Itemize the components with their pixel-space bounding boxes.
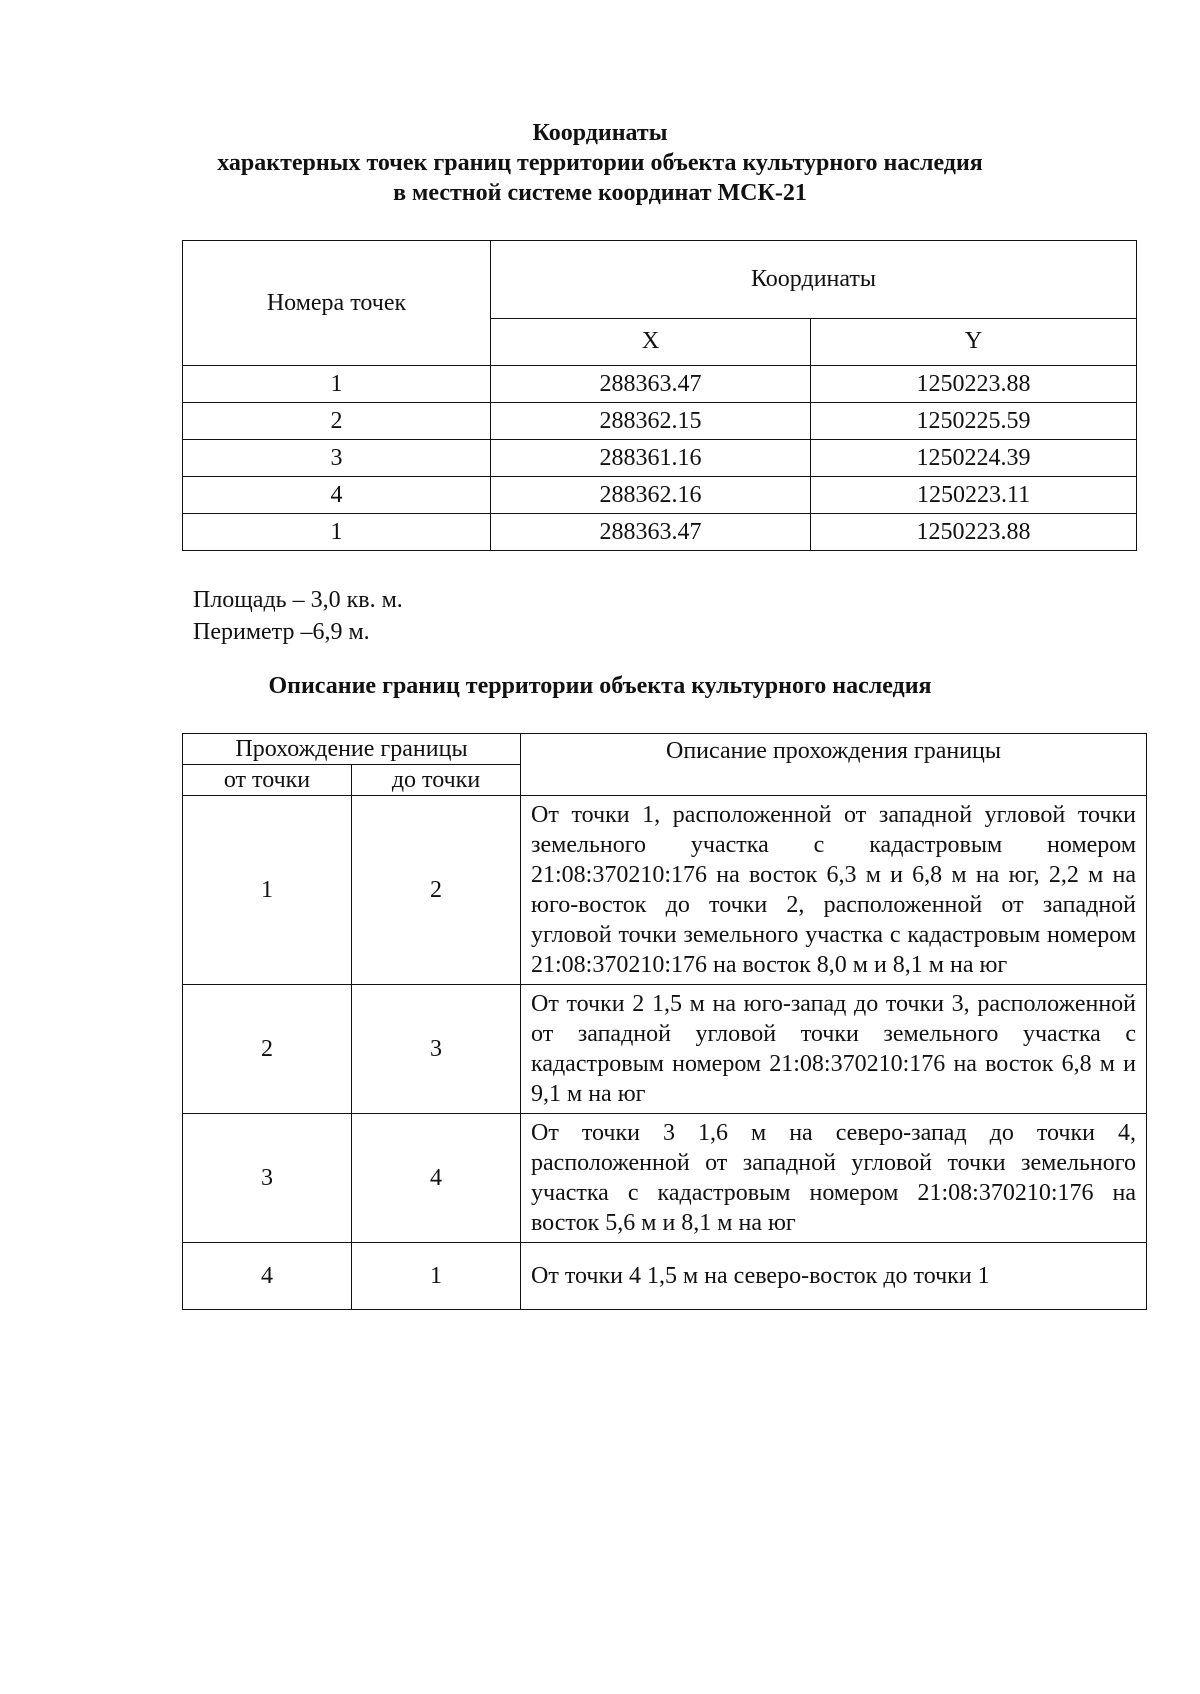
- boundary-description-table: [182, 733, 1147, 1310]
- to-point: 4: [352, 1114, 521, 1243]
- header-passage: Прохождение границы: [183, 734, 521, 765]
- table-row: [183, 514, 1137, 551]
- to-point: 3: [352, 985, 521, 1114]
- header-description: Описание прохождения границы: [521, 734, 1147, 796]
- header-to: до точки: [352, 765, 521, 796]
- point-number: 1: [183, 514, 491, 551]
- table-row: [183, 477, 1137, 514]
- from-point: 2: [183, 985, 352, 1114]
- boundary-description: От точки 1, расположенной от западной угловой точки земельного участка с кадастровым номером 21:08:370210:176 на восток 6,3 м и 6,8 м на юг, 2,2 м на юго-восток до точки 2, расположенной от западной угловой точки земельного участка с кадастровым номером 21:08:370210:176 на восток 8,0 м и 8,1 м на юг: [521, 796, 1147, 985]
- table-row: [183, 1243, 1147, 1310]
- point-number: 2: [183, 403, 491, 440]
- table-row: [183, 1114, 1147, 1243]
- point-number: 1: [183, 366, 491, 403]
- description-title: Описание границ территории объекта культурного наследия: [268, 673, 932, 699]
- header-from: от точки: [183, 765, 352, 796]
- area-text: Площадь – 3,0 кв. м.: [193, 587, 403, 613]
- header-coordinates: Координаты: [491, 241, 1137, 319]
- header-points: Номера точек: [183, 241, 491, 366]
- boundary-description: От точки 2 1,5 м на юго-запад до точки 3, расположенной от западной угловой точки земельного участка с кадастровым номером 21:08:370210:176 на восток 6,8 м и 9,1 м на юг: [521, 985, 1147, 1114]
- y-value: 1250223.88: [811, 366, 1137, 403]
- to-point: 2: [352, 796, 521, 985]
- title-line-3: в местной системе координат МСК-21: [393, 180, 807, 206]
- table-row: [183, 366, 1137, 403]
- title-line-2: характерных точек границ территории объекта культурного наследия: [217, 150, 983, 176]
- from-point: 1: [183, 796, 352, 985]
- y-value: 1250223.88: [811, 514, 1137, 551]
- table-row: [183, 403, 1137, 440]
- point-number: 4: [183, 477, 491, 514]
- to-point: 1: [352, 1243, 521, 1310]
- y-value: 1250223.11: [811, 477, 1137, 514]
- x-value: 288363.47: [491, 514, 811, 551]
- from-point: 3: [183, 1114, 352, 1243]
- header-x: X: [491, 318, 811, 365]
- area-block: [193, 584, 403, 648]
- x-value: 288361.16: [491, 440, 811, 477]
- x-value: 288362.16: [491, 477, 811, 514]
- table-row: [183, 440, 1137, 477]
- document-title: [0, 118, 1200, 208]
- from-point: 4: [183, 1243, 352, 1310]
- perimeter-text: Периметр –6,9 м.: [193, 619, 370, 645]
- y-value: 1250224.39: [811, 440, 1137, 477]
- x-value: 288363.47: [491, 366, 811, 403]
- boundary-description: От точки 3 1,6 м на северо-запад до точки 4, расположенной от западной угловой точки земельного участка с кадастровым номером 21:08:370210:176 на восток 5,6 м и 8,1 м на юг: [521, 1114, 1147, 1243]
- table-row: [183, 796, 1147, 985]
- y-value: 1250225.59: [811, 403, 1137, 440]
- title-line-1: Координаты: [532, 120, 668, 146]
- coordinates-table: [182, 240, 1137, 551]
- boundary-description: От точки 4 1,5 м на северо-восток до точки 1: [521, 1243, 1147, 1310]
- header-y: Y: [811, 318, 1137, 365]
- x-value: 288362.15: [491, 403, 811, 440]
- point-number: 3: [183, 440, 491, 477]
- table-row: [183, 985, 1147, 1114]
